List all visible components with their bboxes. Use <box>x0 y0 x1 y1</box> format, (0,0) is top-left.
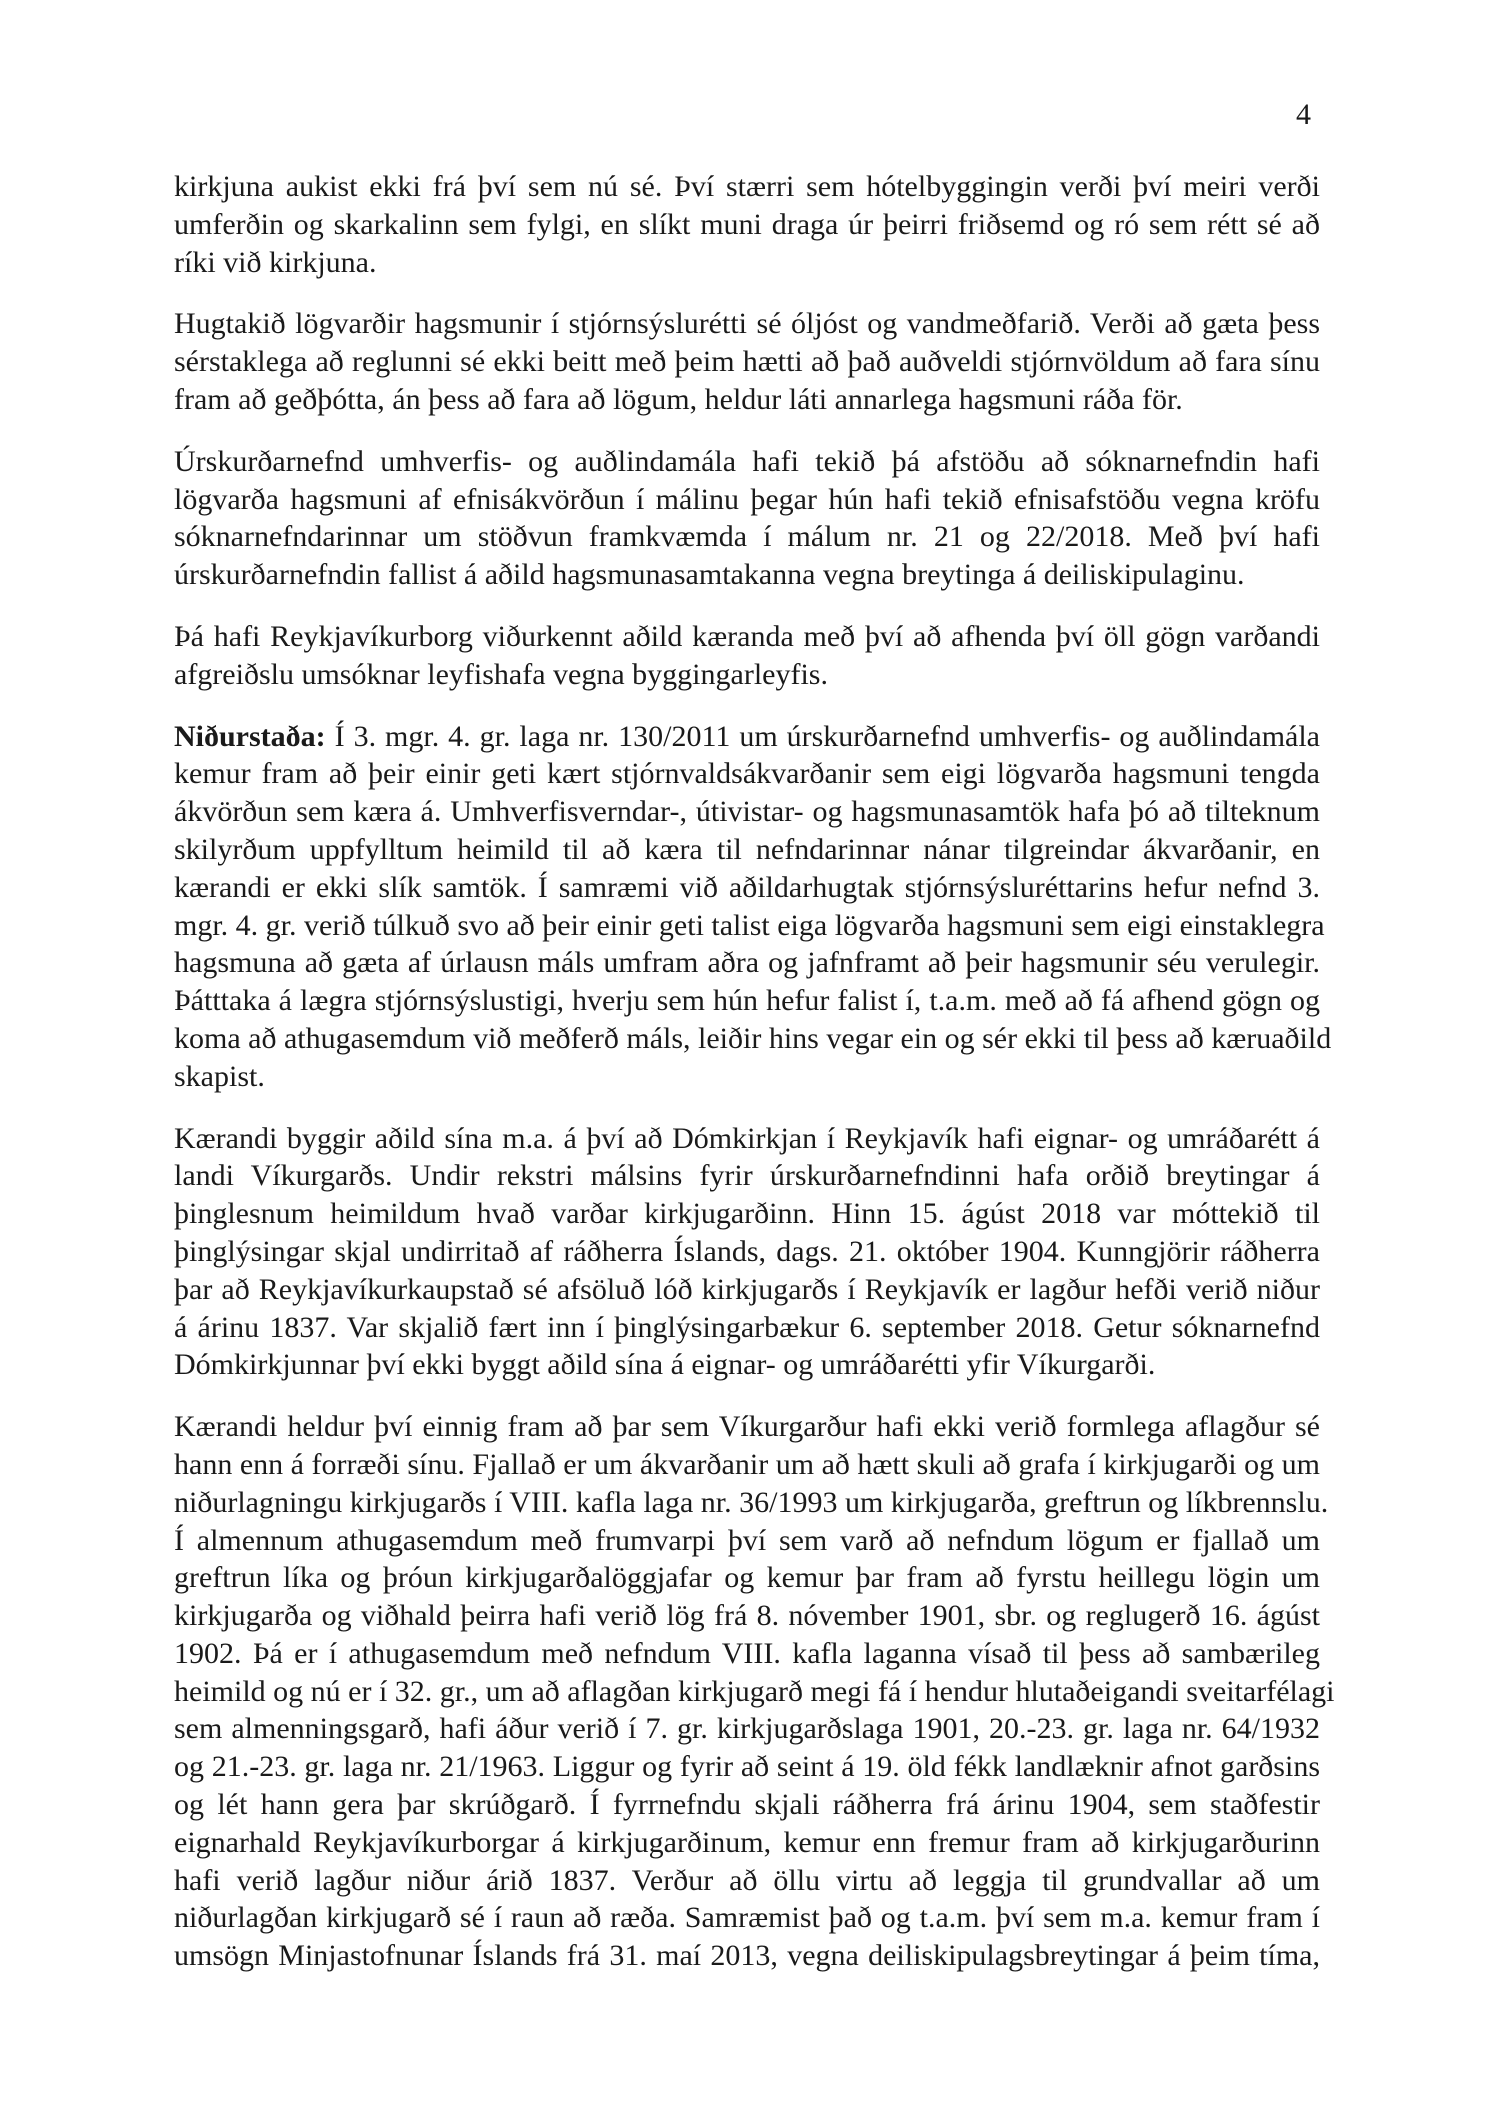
paragraph <box>174 168 1320 281</box>
text-line: Kærandi byggir aðild sína m.a. á því að Dómkirkjan í Reykjavík hafi eignar- og umráðarétt á <box>174 1121 1320 1155</box>
text-line: skilyrðum uppfylltum heimild til að kæra til nefndarinnar nánar tilgreindar ákvarðanir, en <box>174 832 1320 866</box>
text-line: sérstaklega að reglunni sé ekki beitt með þeim hætti að það auðveldi stjórnvöldum að fara sínu <box>174 345 1320 379</box>
text-line: ríki við kirkjuna. <box>174 245 377 279</box>
text-line: landi Víkurgarðs. Undir rekstri málsins fyrir úrskurðarnefndinni hafa orðið breytingar á <box>174 1159 1320 1193</box>
text-line: skapist. <box>174 1059 265 1093</box>
text-line <box>174 718 1320 756</box>
text-line: fram að geðþótta, án þess að fara að lögum, heldur láti annarlega hagsmuni ráða för. <box>174 382 1183 416</box>
text-line: Dómkirkjunnar því ekki byggt aðild sína á eignar- og umráðarétti yfir Víkurgarði. <box>174 1348 1156 1382</box>
text-line: úrskurðarnefndin fallist á aðild hagsmunasamtakanna vegna breytinga á deiliskipulaginu. <box>174 558 1245 592</box>
text-line: niðurlagningu kirkjugarðs í VIII. kafla laga nr. 36/1993 um kirkjugarða, greftrun og líkbrennslu. <box>174 1485 1329 1519</box>
text-line: ákvörðun sem kæra á. Umhverfisverndar-, útivistar- og hagsmunasamtök hafa þó að tilteknum <box>174 795 1320 829</box>
text-span: Í 3. mgr. 4. gr. laga nr. 130/2011 um úrskurðarnefnd umhverfis- og auðlindamála <box>325 719 1320 753</box>
text-line: Hugtakið lögvarðir hagsmunir í stjórnsýslurétti sé óljóst og vandmeðfarið. Verði að gæta þess <box>174 307 1320 341</box>
text-line: sem almenningsgarð, hafi áður verið í 7. gr. kirkjugarðslaga 1901, 20.-23. gr. laga nr. 64/1932 <box>174 1712 1320 1746</box>
text-line: kærandi er ekki slík samtök. Í samræmi við aðildarhugtak stjórnsýsluréttarins hefur nefnd 3. <box>174 870 1320 904</box>
text-line: þar að Reykjavíkurkaupstað sé afsöluð lóð kirkjugarðs í Reykjavík er lagður hefði verið niður <box>174 1272 1320 1306</box>
text-line: niðurlagðan kirkjugarð sé í raun að ræða. Samræmist það og t.a.m. því sem m.a. kemur fram í <box>174 1901 1320 1935</box>
text-line: kirkjugarða og viðhald þeirra hafi verið lög frá 8. nóvember 1901, sbr. og reglugerð 16. ágúst <box>174 1599 1320 1633</box>
paragraph <box>174 1120 1320 1385</box>
text-line: hann enn á forræði sínu. Fjallað er um ákvarðanir um að hætt skuli að grafa í kirkjugarði og um <box>174 1447 1320 1481</box>
text-line: afgreiðslu umsóknar leyfishafa vegna byggingarleyfis. <box>174 657 828 691</box>
text-line: á árinu 1837. Var skjalið fært inn í þinglýsingarbækur 6. september 2018. Getur sóknarnefnd <box>174 1310 1320 1344</box>
paragraph <box>174 305 1320 418</box>
paragraph <box>174 618 1320 694</box>
text-line: 1902. Þá er í athugasemdum með nefndum VIII. kafla laganna vísað til þess að sambærileg <box>174 1636 1320 1670</box>
text-line: lögvarða hagsmuni af efnisákvörðun í málinu þegar hún hafi tekið efnisafstöðu vegna kröfu <box>174 482 1320 516</box>
text-line: Kærandi heldur því einnig fram að þar sem Víkurgarður hafi ekki verið formlega aflagður sé <box>174 1410 1320 1444</box>
text-line: Í almennum athugasemdum með frumvarpi því sem varð að nefndum lögum er fjallað um <box>174 1523 1320 1557</box>
text-line: mgr. 4. gr. verið túlkuð svo að þeir einir geti talist eiga lögvarða hagsmuni sem eigi einstaklegra <box>174 908 1325 942</box>
text-line: hagsmuna að gæta af úrlausn máls umfram aðra og jafnframt að þeir hagsmunir séu verulegir. <box>174 946 1320 980</box>
text-line: kemur fram að þeir einir geti kært stjórnvaldsákvarðanir sem eigi lögvarða hagsmuni tengda <box>174 757 1320 791</box>
text-line: kirkjuna aukist ekki frá því sem nú sé. Því stærri sem hótelbyggingin verði því meiri verði <box>174 170 1320 203</box>
page-number: 4 <box>1296 98 1311 131</box>
text-line: eignarhald Reykjavíkurborgar á kirkjugarðinum, kemur enn fremur fram að kirkjugarðurinn <box>174 1825 1320 1859</box>
text-line: umsögn Minjastofnunar Íslands frá 31. maí 2013, vegna deiliskipulagsbreytingar á þeim tíma, <box>174 1939 1320 1973</box>
text-line: þinglesnum heimildum hvað varðar kirkjugarðinn. Hinn 15. ágúst 2018 var móttekið til <box>174 1197 1320 1231</box>
text-line: umferðin og skarkalinn sem fylgi, en slíkt muni draga úr þeirri friðsemd og ró sem rétt sé að <box>174 207 1320 241</box>
text-line: og lét hann gera þar skrúðgarð. Í fyrrnefndu skjali ráðherra frá árinu 1904, sem staðfestir <box>174 1788 1320 1822</box>
text-line: sóknarnefndarinnar um stöðvun framkvæmda í málum nr. 21 og 22/2018. Með því hafi <box>174 520 1320 554</box>
paragraph <box>174 443 1320 594</box>
text-line: Úrskurðarnefnd umhverfis- og auðlindamála hafi tekið þá afstöðu að sóknarnefndin hafi <box>174 444 1320 478</box>
text-line: greftrun líka og þróun kirkjugarðalöggjafar og kemur þar fram að fyrstu heillegu lögin um <box>174 1561 1320 1595</box>
text-line: koma að athugasemdum við meðferð máls, leiðir hins vegar ein og sér ekki til þess að kæruaðild <box>174 1021 1332 1055</box>
paragraph <box>174 1408 1335 1975</box>
conclusion-paragraph <box>174 718 1332 1096</box>
text-line: og 21.-23. gr. laga nr. 21/1963. Liggur og fyrir að seint á 19. öld fékk landlæknir afnot garðsins <box>174 1750 1320 1784</box>
text-line: heimild og nú er í 32. gr., um að aflagðan kirkjugarð megi fá í hendur hlutaðeigandi sveitarfélagi <box>174 1674 1335 1708</box>
text-line: hafi verið lagður niður árið 1837. Verður að öllu virtu að leggja til grundvallar að um <box>174 1863 1320 1897</box>
text-line: Þátttaka á lægra stjórnsýslustigi, hverju sem hún hefur falist í, t.a.m. með að fá afhend gögn og <box>174 984 1320 1018</box>
text-line: þinglýsingar skjal undirritað af ráðherra Íslands, dags. 21. október 1904. Kunngjörir ráðherra <box>174 1234 1320 1268</box>
text-line: Þá hafi Reykjavíkurborg viðurkennt aðild kæranda með því að afhenda því öll gögn varðandi <box>174 619 1320 653</box>
conclusion-heading: Niðurstaða: <box>174 719 326 753</box>
document-body <box>174 168 1335 1999</box>
